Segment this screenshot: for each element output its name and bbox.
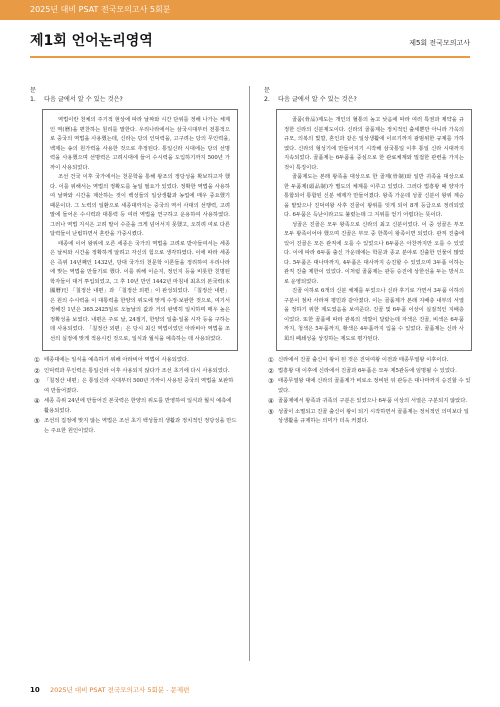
option-marker: ① [34,356,40,364]
option-marker: ② [268,366,274,375]
page-header [30,30,470,52]
question-2-options [268,356,472,427]
option-text: 태종대에는 일식을 예측하기 위해 아라비아 역법이 사용되었다. [44,357,189,363]
question-2-prompt [264,86,468,104]
option-marker: ② [34,366,40,375]
question-2-text: 다음 글에서 알 수 있는 것은? [277,96,357,103]
option-marker: ⑤ [34,417,40,425]
option-text: 신라에서 진골 출신이 왕이 된 것은 진덕여왕 이전과 태종무열왕 이후이다. [278,357,449,363]
answer-option-3[interactable] [268,377,472,396]
answer-option-2[interactable] [268,367,472,377]
footer-caption: 2025년 대비 PSAT 전국모의고사 5회분 - 문제편 [49,686,190,694]
answer-option-1[interactable] [34,356,238,366]
passage-paragraph: 조선 건국 이후 국가에서는 천문학을 통해 왕조의 정당성을 확보하고자 했다. 이를 위해서는 역법의 정확도를 높일 필요가 있었다. 정확한 역법을 사용하여 날짜와 시간을 계산하는 것이 백성들의 일상생활과 농업에 매우 중요했기 때문이다. 그 노력의 일환으로 세종대까지는 중국의 역서 사대의 선행력, 고려 말에 들어온 수시력과 대통력 등 여러 역법을 연구하고 운용하여 사용하였다. 그러나 역법 지식은 고려 말이 수준을 크게 넘어서지 못했고, 오히려 여로 다른 달력들이 난립하면서 혼란을 가중시켰다. [50,174,230,237]
option-text: 「칠정산 내편」은 통일신라 시대부터 500년 가까이 사용된 중국의 역법을 보완하여 만들어졌다. [44,378,234,394]
answer-option-4[interactable] [34,397,238,416]
option-marker: ③ [268,377,274,385]
passage-paragraph: 골품(骨品)제도는 개인의 혈통의 높고 낮음에 따라 여러 특권과 제약을 규정한 신라의 신분제도이다. 신라의 골품제는 정치적인 출세뿐만 아니라 가옥의 규모, 의복의 빛깔, 혼인과 같은 일상생활에 이르기까지 광범위한 규제를 가하였다. 신라의 형성기에 만들어지기 시작해 삼국통일 이후 통일 신라 시대까지 지속되었다. 골품제는 6두품을 중심으로 한 관료체계와 밀접한 관련을 가지는 것이 특징이다. [284,117,464,171]
option-marker: ③ [34,377,40,385]
column-divider [249,86,250,661]
answer-option-5[interactable] [268,408,472,427]
answer-option-1[interactable] [268,356,472,366]
option-marker: ④ [268,397,274,405]
option-text: 조선의 집정에 맞지 않는 역법은 조선 초기 백성들의 생활과 정치적인 정당성을 만드는 주요한 원인이었다. [44,418,237,434]
question-2-passage [276,109,472,351]
option-marker: ④ [34,397,40,405]
page-title: 제1회 언어논리영역 [30,33,153,49]
answer-option-3[interactable] [34,377,238,396]
option-text: 세종 즉위 24년에 만들어진 본국력은 한양의 위도를 반영하여 일식과 월식 예측에 활용되었다. [44,398,232,414]
question-2-number: 문 2. [264,87,270,103]
title-divider [30,56,470,58]
page-footer [30,683,470,697]
answer-option-5[interactable] [34,417,238,436]
passage-paragraph: 성골은 진골은 모두 왕족으로 신라의 최고 신분이었다. 이 중 성골은 부모 모두 왕족이어야 했으며 진골은 부모 중 한쪽이 왕족이면 되었다. 관직 진출에 있어 진골은 모든 관직에 오를 수 있었으나 6두품은 아찬까지만 오를 수 있었다. 이에 따라 6두품 출신 가운데에는 학문과 종교 분야로 진출한 인물이 많았다. 5두품은 대나마까지, 4두품은 대사까지 승진할 수 있었으며 3두품 이하는 관직 진출 제한이 있었다. 이처럼 골품제는 관등 승진에 상한선을 두는 방식으로 운영되었다. [284,221,464,285]
option-text: 인덕력과 무인력은 통일신라 이후 사용되지 않다가 조선 초기에 다시 사용되었다. [44,367,230,374]
exam-banner-text: 2025년 대비 PSAT 전국모의고사 5회분 [30,5,171,14]
question-2-column [264,86,471,428]
page-subtitle: 제5회 전국모의고사 [409,39,470,47]
option-text: 태종무열왕 대에 신라의 골품제가 비로소 정비된 뒤 관등은 대나마까지 승진할 수 있었다. [278,378,471,394]
question-1-options [34,356,238,436]
option-text: 성골이 소멸되고 진골 출신이 왕이 되기 시작하면서 골품제는 정치적인 의미보다 일상생활을 규제하는 의미가 더욱 커졌다. [278,408,469,424]
option-marker: ① [268,356,274,364]
answer-option-4[interactable] [268,397,472,407]
option-text: 골품제에서 왕족과 귀족의 구분은 있었으나 6두품 이상의 서열은 구분되지 않았다. [278,398,468,404]
question-1-prompt [30,86,234,104]
question-1-text: 다음 글에서 알 수 있는 것은? [43,96,123,103]
option-marker: ⑤ [268,407,274,416]
passage-paragraph: 역법이란 천체의 주기적 현상에 따라 날짜와 시간 단위를 정해 나가는 체계인 역(曆)을 편찬하는 원리를 말한다. 우리나라에서는 삼국시대부터 전통적으로 중국의 역법을 사용했는데, 신라는 당의 인덕력을, 고구려는 당의 무인력을, 백제는 송의 원가력을 사용한 것으로 추정된다. 통일신라 시대에는 당의 선명력을 사용했으며 선명력은 고려시대에 들어 수시력을 도입하기까지 500년 가까이 사용되었다. [50,117,230,171]
exam-banner [0,0,500,20]
question-1-passage [42,109,238,351]
page-number: 10 [30,686,40,694]
passage-paragraph: 진골 이하로 6개의 신분 체계를 두었으나 신라 후기로 가면서 3두품 이하의 구분이 점차 사라져 평민과 같아졌다. 이는 골품제가 본래 지배층 내부의 서열을 정하기 위한 제도였음을 보여준다. 진골 및 6두품 이상이 실질적인 지배층이었다. 또한 골품에 따라 관복의 색깔이 달랐는데 자색은 진골, 비색은 6두품까지, 청색은 5두품까지, 황색은 4두품까지 입을 수 있었다. 골품제는 신라 사회의 폐쇄성을 상징하는 제도로 평가된다. [284,288,464,342]
passage-paragraph: 골품제도는 본래 왕족을 대상으로 한 골제(骨制)와 일반 귀족을 대상으로 한 두품제(頭品制)가 별도의 체계를 이루고 있었다. 그러다 법흥왕 때 양자가 통합되어 통합된 신분 체제가 만들어졌다. 왕족 가운데 성골 신분이 왕위 계승을 맡았으나 진덕여왕 사후 진골이 왕위를 잇게 되어 8개 등급으로 정리되었다. 6두품은 득난이라고도 불렸는데 그 지위를 얻기 어렵다는 뜻이다. [284,174,464,218]
question-1-column [30,86,237,437]
option-text: 법흥왕 대 이후에 신라에서 진골과 6두품은 모두 제5관등에 임명될 수 있었다. [278,367,457,374]
answer-option-2[interactable] [34,367,238,377]
passage-paragraph: 태종에 이어 왕위에 오른 세종은 국가의 역법을 고려로 받아들여서는 세종은 날씨와 시간을 정확하게 알려고 자신의 힘으로 생각하였다. 이에 따라 세종은 즉위 14년째인 1432년, 당대 국가의 천문학 이론들을 정리하여 우리나라에 맞는 역법을 만들기로 했다. 이를 위해 이순지, 정인지 등을 비롯한 친명된 학자들이 대거 투입되었고, 그 후 10년 만인 1442년 마침내 최초의 본국력(本國曆)인 「칠정산 내편」과 「칠정산 외편」이 완성되었다. 「칠정산 내편」은 원의 수시력을 이 대통력을 한양의 위도에 맞게 수정·보완한 것으로, 여기서 정해진 1년은 365.2425일로 오늘날의 값과 거의 완벽히 일치하며 매우 높은 정확성을 보였다. 내편은 주로 날, 24절기, 한양의 일출·일몰 시각 등을 구하는 데 사용되었다. 「칠정산 외편」은 당시 최신 역법이었던 아라비아 역법을 조선의 실정에 맞게 적용시킨 것으로, 일식과 월식을 예측하는 데 사용되었다. [50,240,230,342]
question-1-number: 문 1. [30,87,36,103]
